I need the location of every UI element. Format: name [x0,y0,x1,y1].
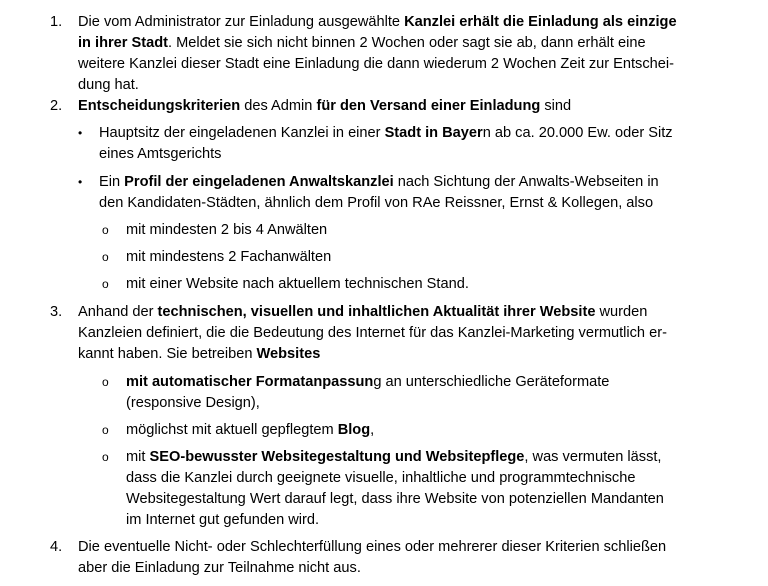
circle-bullet-icon: o [102,423,109,437]
item3-sub1-line1: mit automatischer Formatanpassung an unterschiedliche Geräteformate [126,374,610,390]
item2-sub2: mit mindestens 2 Fachanwälten [126,249,332,265]
item3-sub2-line1: möglichst mit aktuell gepflegtem Blog, [126,422,375,438]
item1-line4: dung hat. [78,77,139,93]
item3-sub1-line2: (responsive Design), [126,395,260,411]
item2-bullet1-line1: Hauptsitz der eingeladenen Kanzlei in einer Stadt in Bayern ab ca. 20.000 Ew. oder Sitz [99,125,673,141]
item1-line3: weitere Kanzlei dieser Stadt eine Einladung die dann wiederum 2 Wochen Zeit zur Entschei- [78,56,674,72]
item2-bullet2-line1: Ein Profil der eingeladenen Anwaltskanzlei nach Sichtung der Anwalts-Webseiten in [99,174,659,190]
item3-sub3-line1: mit SEO-bewusster Websitegestaltung und Websitepflege, was vermuten lässt, [126,449,662,465]
circle-bullet-icon: o [102,277,109,291]
bullet-icon: • [78,126,83,140]
list-number-2: 2. [50,98,63,114]
item3-sub3-line3: Websitegestaltung Wert darauf legt, dass ihre Website von potenziellen Mandanten [126,491,664,507]
item2-line1: Entscheidungskriterien des Admin für den Versand einer Einladung sind [78,98,572,114]
item2-sub3: mit einer Website nach aktuellem technischen Stand. [126,276,469,292]
item1-line1: Die vom Administrator zur Einladung ausgewählte Kanzlei erhält die Einladung als einzige [78,14,677,30]
item2-sub1: mit mindesten 2 bis 4 Anwälten [126,222,328,238]
item2-bullet2-line2: den Kandidaten-Städten, ähnlich dem Profil von RAe Reissner, Ernst & Kollegen, also [99,195,654,211]
circle-bullet-icon: o [102,450,109,464]
item3-sub3-line2: dass die Kanzlei durch geeignete visuelle, inhaltliche und programmtechnische [126,470,636,486]
item4-line2: aber die Einladung zur Teilnahme nicht aus. [78,560,361,576]
bullet-icon: • [78,175,83,189]
item3-line1: Anhand der technischen, visuellen und inhaltlichen Aktualität ihrer Website wurden [78,304,648,320]
item3-line2: Kanzleien definiert, die die Bedeutung des Internet für das Kanzlei-Marketing vermutlich er- [78,325,667,341]
circle-bullet-icon: o [102,223,109,237]
item2-bullet1-line2: eines Amtsgerichts [99,146,222,162]
list-number-4: 4. [50,539,63,555]
item3-line3: kannt haben. Sie betreiben Websites [78,346,321,362]
circle-bullet-icon: o [102,375,109,389]
item4-line1: Die eventuelle Nicht- oder Schlechterfüllung eines oder mehrerer dieser Kriterien schließen [78,539,667,555]
circle-bullet-icon: o [102,250,109,264]
list-number-3: 3. [50,304,63,320]
item3-sub3-line4: im Internet gut gefunden wird. [126,512,320,528]
list-number-1: 1. [50,14,63,30]
item1-line2: in ihrer Stadt. Meldet sie sich nicht binnen 2 Wochen oder sagt sie ab, dann erhält eine [78,35,646,51]
